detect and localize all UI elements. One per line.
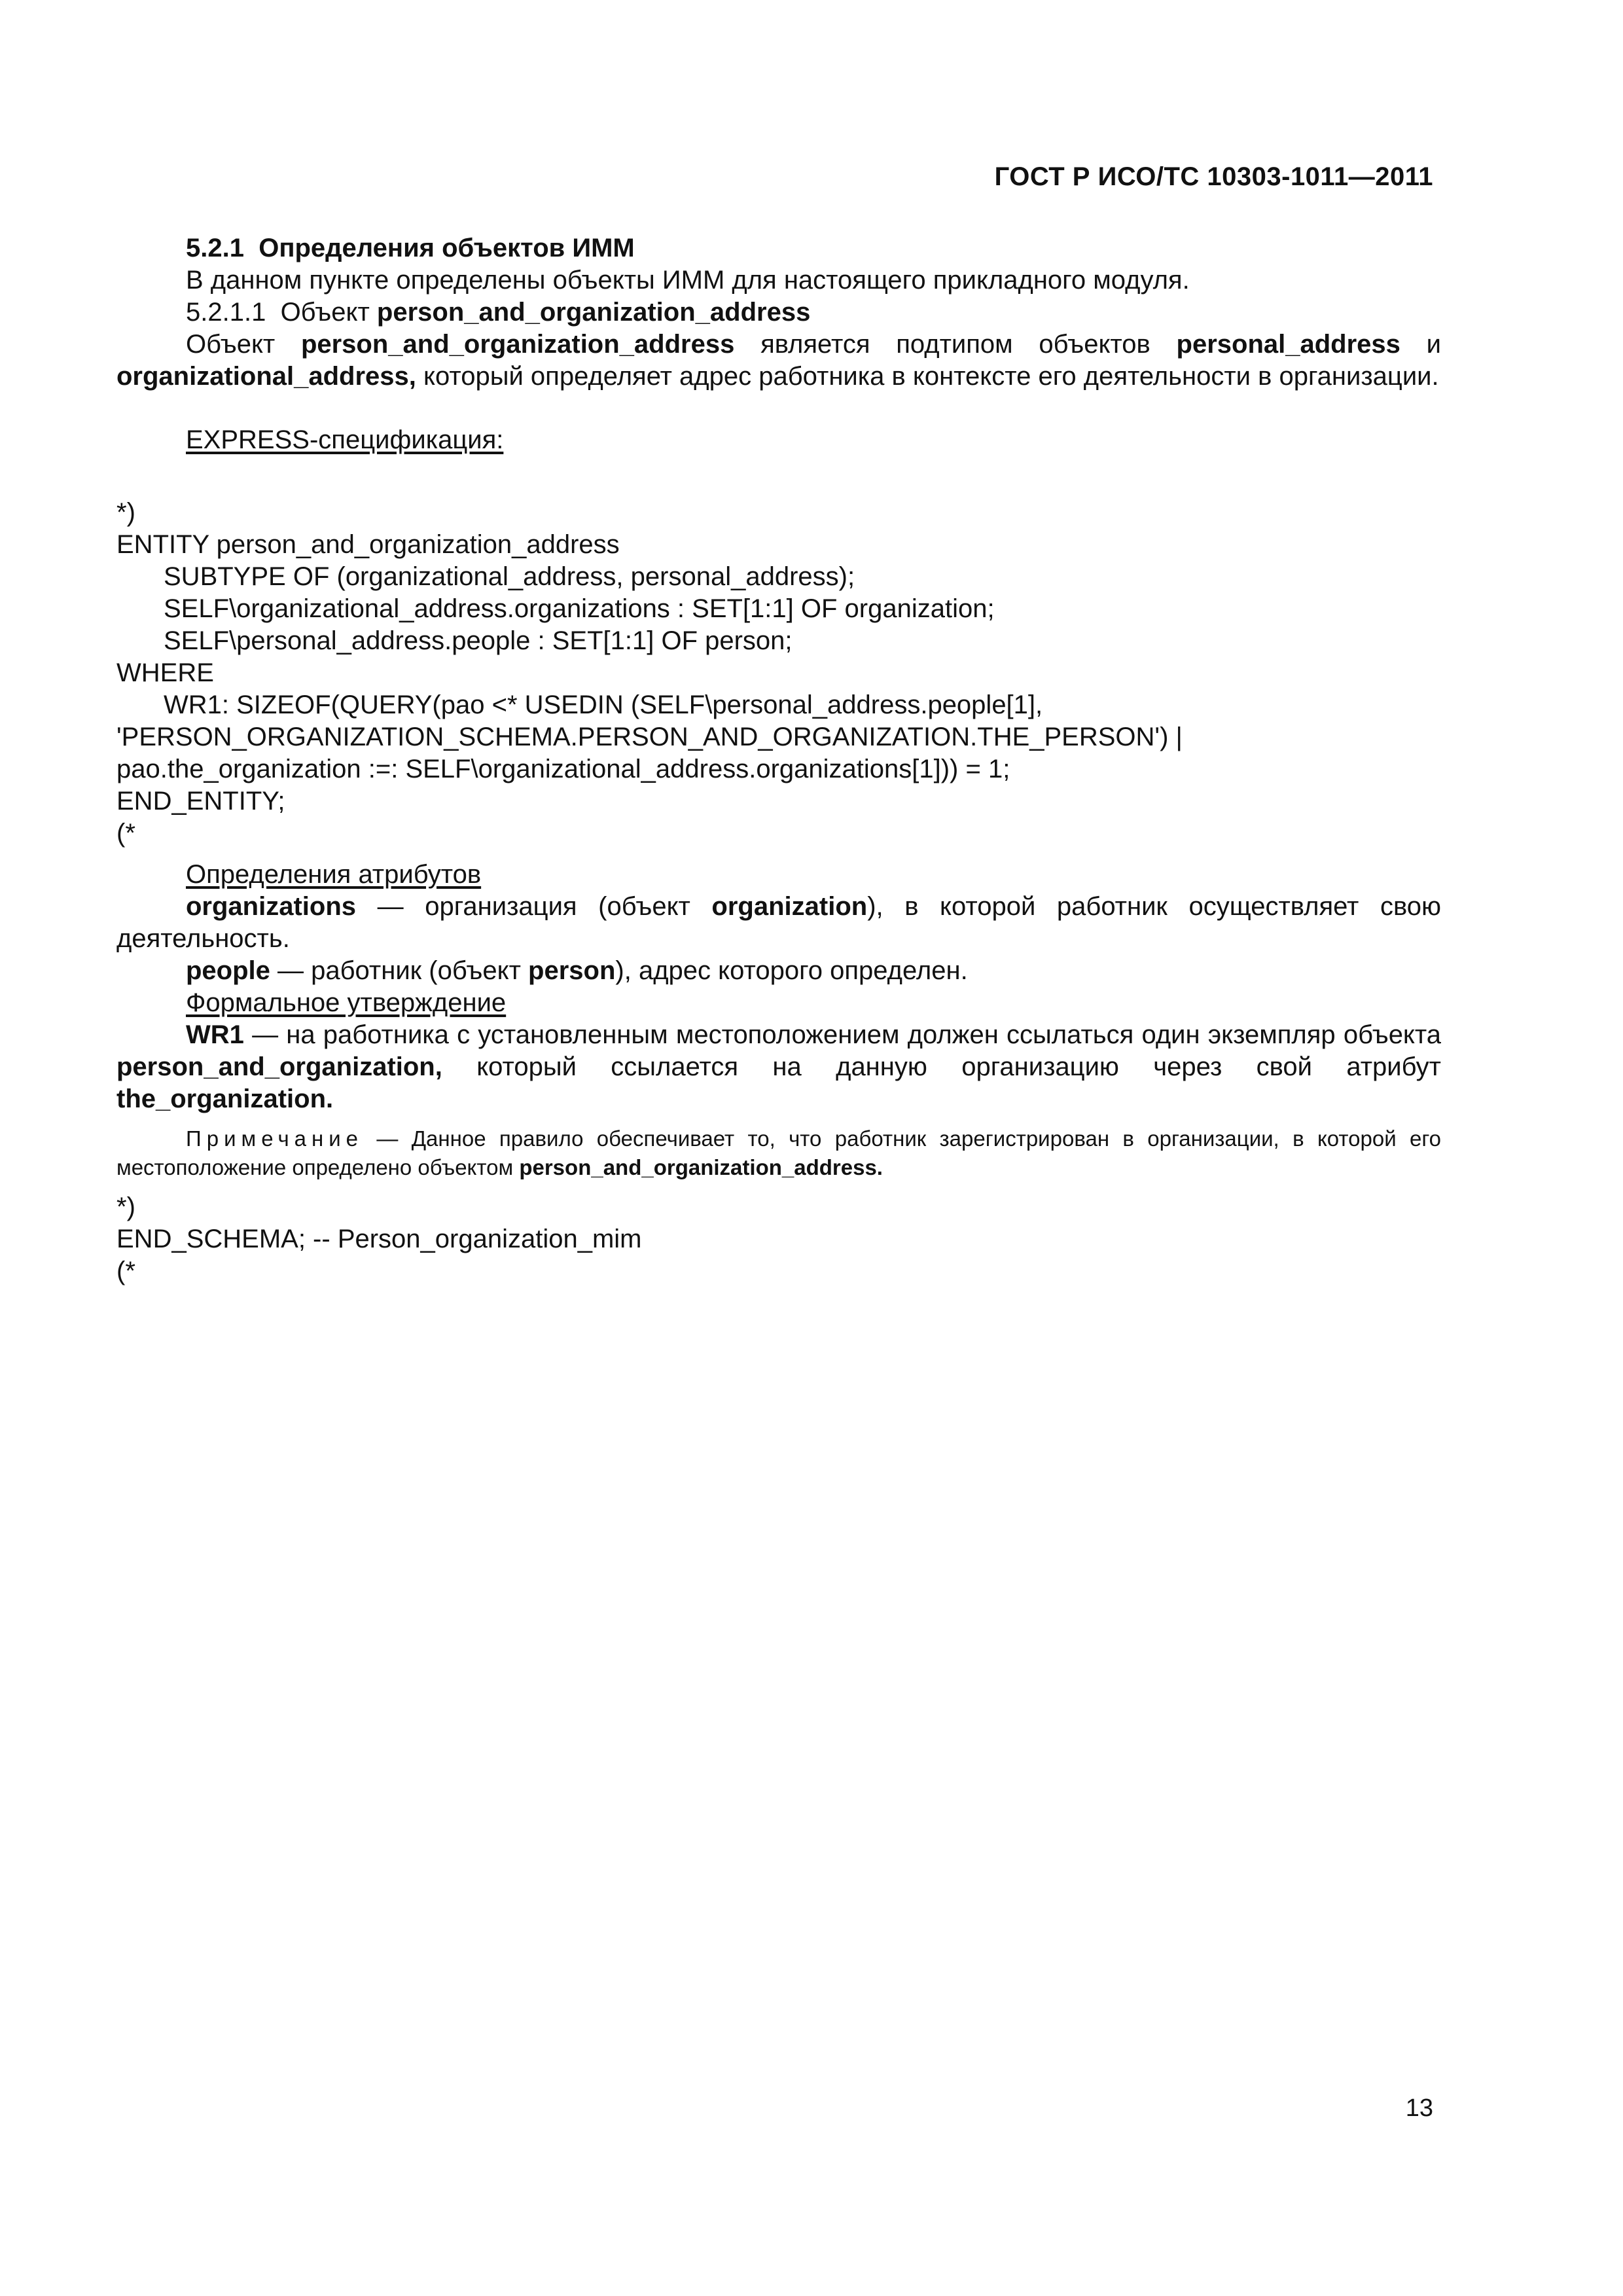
desc-entity: personal_address <box>1176 330 1400 359</box>
desc-text: является подтипом объектов <box>734 330 1177 359</box>
rule-text: — на работника с установленным местоположением должен ссылаться один экземпляр объекта <box>243 1020 1441 1049</box>
code-line: ENTITY person_and_organization_address <box>116 530 620 559</box>
schema-end-code <box>116 1191 1441 1287</box>
express-code <box>116 497 1441 850</box>
attribute-organizations <box>116 891 1441 955</box>
note-entity: person_and_organization_address. <box>519 1155 883 1179</box>
rule-text: который ссылается на данную организацию через свой атрибут <box>442 1052 1441 1081</box>
section-title: Определения объектов ИММ <box>259 234 635 262</box>
page-content <box>116 232 1441 1287</box>
subsection-prefix: Объект <box>280 298 370 327</box>
attribute-entity: organization <box>711 892 868 921</box>
attribute-text: — организация (объект <box>356 892 712 921</box>
standard-designation: ГОСТ Р ИСО/ТС 10303-1011—2011 <box>994 162 1433 191</box>
code-line: SELF\personal_address.people : SET[1:1] OF person; <box>164 626 793 655</box>
code-line: WR1: SIZEOF(QUERY(pao <* USEDIN (SELF\personal_address.people[1], <box>164 691 1043 719</box>
code-line: WHERE <box>116 658 214 687</box>
formal-heading-text: Формальное утверждение <box>186 988 507 1017</box>
code-line: (* <box>116 1257 135 1285</box>
code-line: SELF\organizational_address.organizations : SET[1:1] OF organization; <box>164 594 995 623</box>
attributes-heading <box>116 859 1441 891</box>
subsection-entity: person_and_organization_address <box>376 298 811 327</box>
section-intro: В данном пункте определены объекты ИММ для настоящего прикладного модуля. <box>186 266 1190 295</box>
note-label: Примечание <box>186 1126 364 1151</box>
attribute-text: — работник (объект <box>270 956 529 985</box>
attribute-term: organizations <box>186 892 357 921</box>
section-heading <box>116 232 1441 264</box>
attribute-text: ), в которой работник осуществляет свою деятельность. <box>116 892 1441 953</box>
desc-entity: person_and_organization_address <box>300 330 735 359</box>
code-line: *) <box>116 498 135 527</box>
desc-text: который определяет адрес работника в контексте его деятельности в организации. <box>416 362 1439 391</box>
formal-heading <box>116 987 1441 1019</box>
code-line: pao.the_organization :=: SELF\organizational_address.organizations[1])) = 1; <box>116 755 1010 783</box>
page-number: 13 <box>1405 2094 1433 2122</box>
desc-entity: organizational_address, <box>116 362 416 391</box>
subsection-number: 5.2.1.1 <box>186 298 266 327</box>
express-label <box>116 424 1441 456</box>
attributes-heading-text: Определения атрибутов <box>186 860 482 889</box>
code-line: *) <box>116 1193 135 1221</box>
code-line: (* <box>116 819 135 848</box>
attribute-text: ), адрес которого определен. <box>615 956 968 985</box>
code-line: END_ENTITY; <box>116 787 285 816</box>
entity-description <box>116 329 1441 393</box>
attribute-people <box>116 955 1441 987</box>
note-paragraph <box>116 1124 1441 1182</box>
note-text: — Данное правило обеспечивает то, что работник зарегистрирован в организации, в которой его местоположение определено объектом <box>116 1126 1441 1179</box>
code-line: END_SCHEMA; -- Person_organization_mim <box>116 1225 642 1253</box>
code-line: SUBTYPE OF (organizational_address, personal_address); <box>164 562 855 591</box>
desc-text: и <box>1400 330 1441 359</box>
formal-rule <box>116 1019 1441 1115</box>
rule-entity: person_and_organization, <box>116 1052 442 1081</box>
subsection-heading <box>116 296 1441 329</box>
attribute-term: people <box>186 956 270 985</box>
section-number: 5.2.1 <box>186 234 244 262</box>
rule-attribute: the_organization. <box>116 1085 334 1113</box>
code-line: 'PERSON_ORGANIZATION_SCHEMA.PERSON_AND_ORGANIZATION.THE_PERSON') | <box>116 723 1183 751</box>
rule-term: WR1 <box>186 1020 244 1049</box>
desc-text: Объект <box>186 330 301 359</box>
attribute-entity: person <box>528 956 616 985</box>
express-label-text: EXPRESS-спецификация: <box>186 425 504 454</box>
